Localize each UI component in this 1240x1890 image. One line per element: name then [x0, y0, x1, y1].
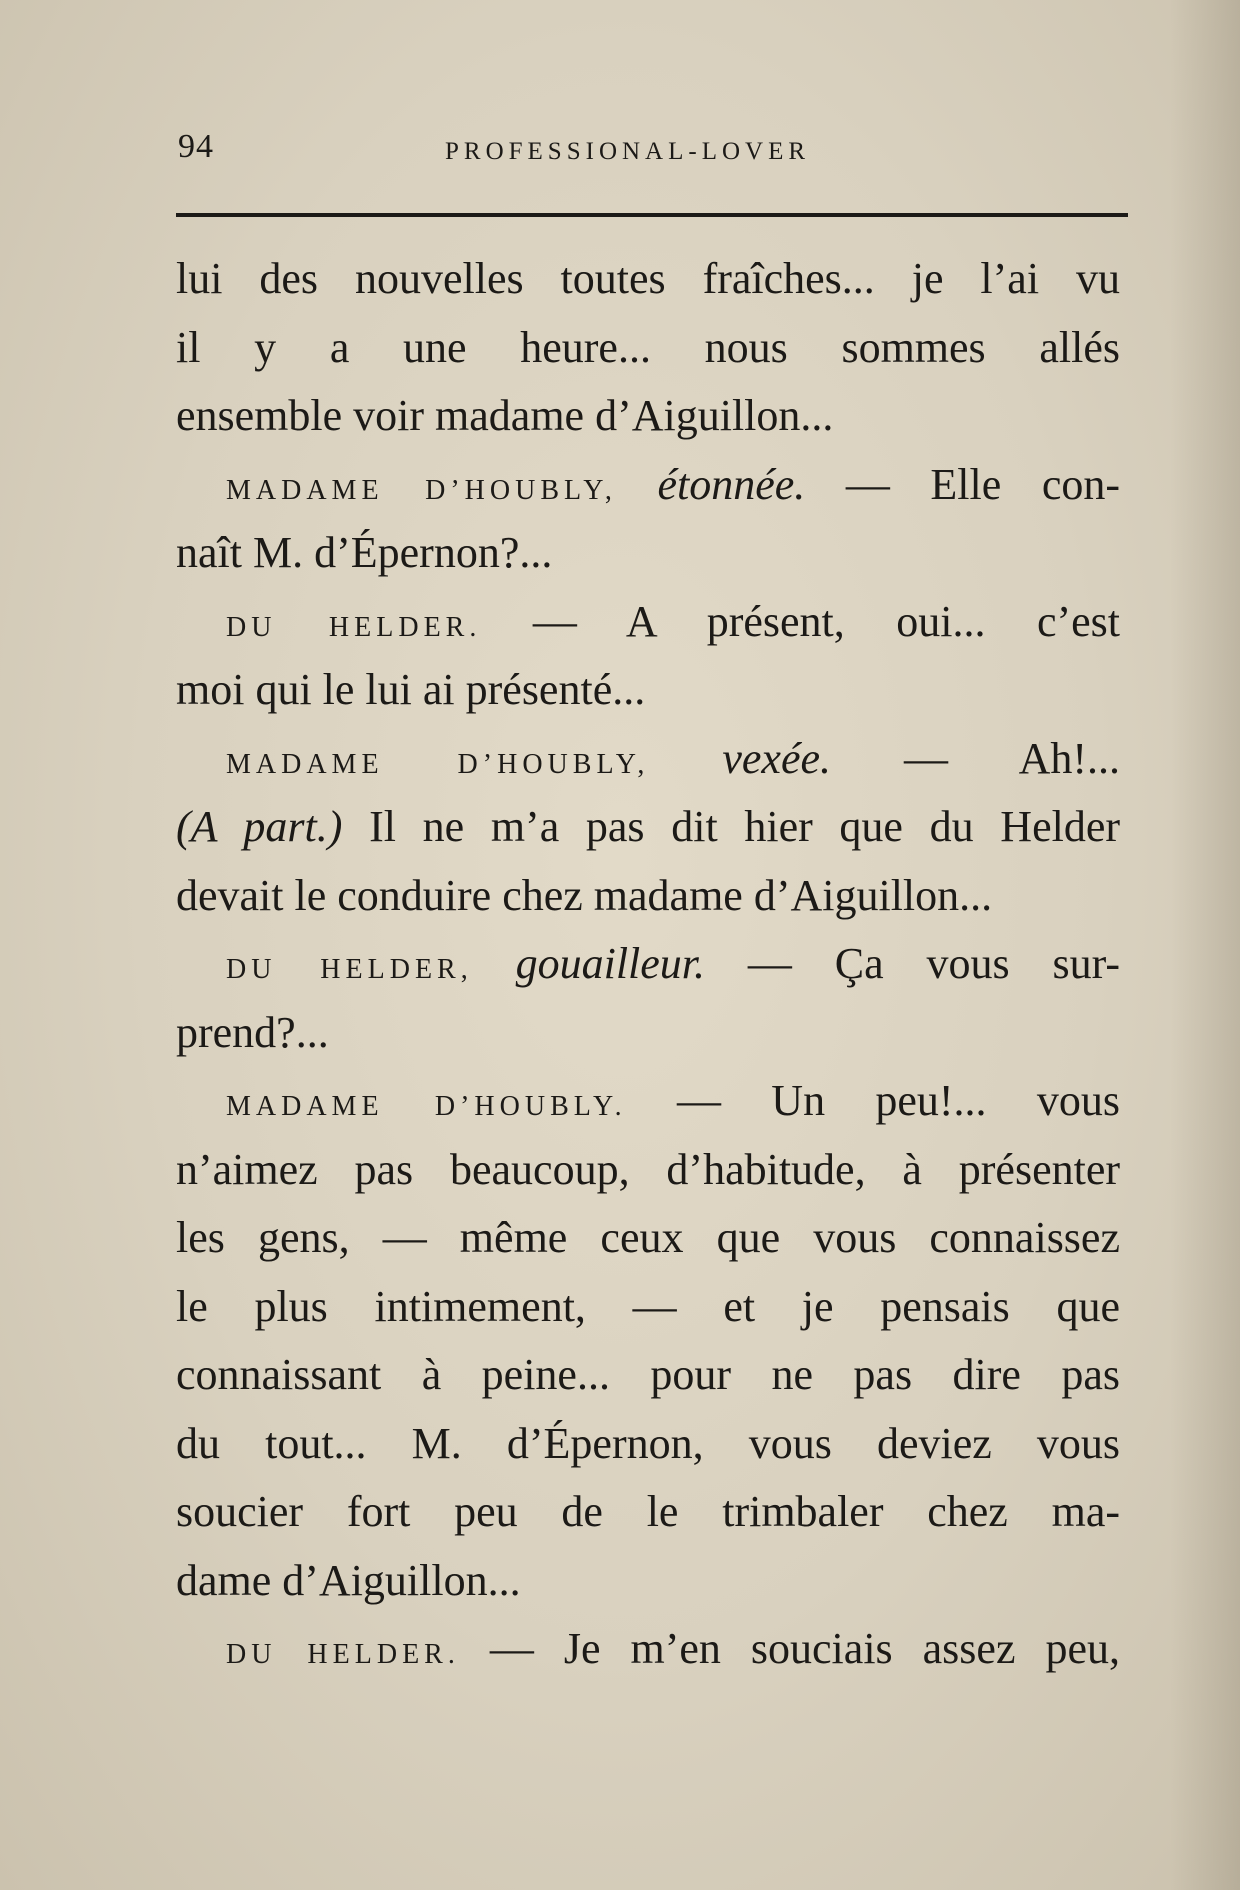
line-text: — Elle con-: [845, 459, 1121, 509]
aside-direction: (A part.): [176, 802, 343, 851]
speaker-name: DU HELDER.: [226, 611, 482, 643]
text-line: prend?...: [176, 1007, 329, 1057]
text-line: ensemble voir madame d’Aiguillon...: [176, 391, 834, 440]
line-text: — Ah!...: [904, 733, 1121, 783]
text-line: [176, 793, 1120, 862]
line-text: — Un peu!... vous: [676, 1076, 1120, 1125]
text-line: il y a une heure... nous sommes allés: [176, 322, 1120, 372]
speaker-name: MADAME D’HOUBLY.: [226, 1091, 627, 1122]
dialogue-line: [176, 1615, 1120, 1684]
page-number: 94: [178, 128, 214, 165]
stage-direction: étonnée.: [657, 459, 806, 509]
dialogue-line: [176, 725, 1120, 794]
speaker-name: MADAME D’HOUBLY,: [226, 474, 617, 506]
text-line: le plus intimement, — et je pensais que: [176, 1281, 1120, 1331]
dialogue-line: [176, 930, 1120, 999]
line-text: Il ne m’a pas dit hier que du Helder: [369, 802, 1121, 851]
dialogue-line: [176, 451, 1120, 520]
running-head: PROFESSIONAL-LOVER: [445, 138, 811, 165]
stage-direction: vexée.: [722, 733, 832, 783]
line-text: — A présent, oui... c’est: [532, 596, 1121, 646]
speaker-name: MADAME D’HOUBLY,: [226, 748, 650, 780]
line-text: — Je m’en souciais assez peu,: [489, 1624, 1121, 1673]
speaker-name: DU HELDER,: [226, 954, 473, 985]
dialogue-line: [176, 1067, 1120, 1136]
text-line: moi qui le lui ai présenté...: [176, 665, 646, 714]
text-line: dame d’Aiguillon...: [176, 1555, 521, 1605]
page-edge-shadow: [1170, 0, 1240, 1890]
speaker-name: DU HELDER.: [226, 1639, 460, 1670]
text-line: naît M. d’Épernon?...: [176, 528, 553, 577]
line-text: — Ça vous sur-: [747, 939, 1121, 988]
header-rule: [176, 213, 1128, 217]
text-line: n’aimez pas beaucoup, d’habitude, à présenter: [176, 1144, 1120, 1194]
body-text: [176, 245, 1120, 1684]
text-line: devait le conduire chez madame d’Aiguillon...: [176, 870, 993, 920]
stage-direction: gouailleur.: [515, 939, 706, 988]
text-line: les gens, — même ceux que vous connaissez: [176, 1213, 1120, 1262]
dialogue-line: [176, 588, 1120, 657]
text-line: connaissant à peine... pour ne pas dire pas: [176, 1350, 1120, 1399]
text-line: lui des nouvelles toutes fraîches... je l’ai vu: [176, 254, 1120, 303]
text-line: du tout... M. d’Épernon, vous deviez vous: [176, 1418, 1120, 1468]
text-line: soucier fort peu de le trimbaler chez ma-: [176, 1487, 1120, 1536]
